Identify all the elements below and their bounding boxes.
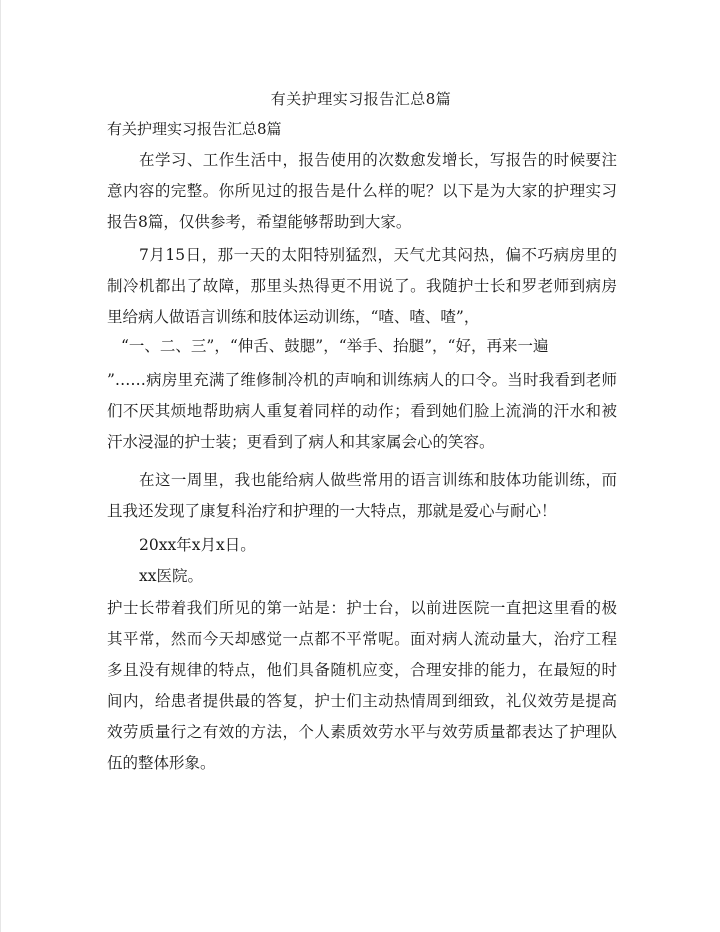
- document-title: 有关护理实习报告汇总8篇: [270, 90, 452, 108]
- paragraph-hospital: xx医院。: [139, 567, 203, 585]
- paragraph-nurse-station: 护士长带着我们所见的第一站是：护士台，以前进医院一直把这里看的极其平常，然而今天却感觉一点都不平常呢。面对病人流动量大，治疗工程多且没有规律的特点，他们具备随机应变，合理安排的能力，在最短的时间内，给患者提供最的答复，护士们主动热情周到细致，礼仪效劳是提高效劳质量行之有效的方法，个人素质效劳水平与效劳质量都表达了护理队伍的整体形象。: [107, 599, 617, 772]
- paragraph-intro: 在学习、工作生活中，报告使用的次数愈发增长，写报告的时候要注意内容的完整。你所见过的报告是什么样的呢？以下是为大家的护理实习报告8篇，仅供参考，希望能够帮助到大家。: [107, 151, 617, 231]
- document-subtitle: 有关护理实习报告汇总8篇: [107, 120, 282, 138]
- paragraph-date: 20xx年x月x日。: [139, 536, 256, 554]
- paragraph-july-15: 7月15日，那一天的太阳特别猛烈，天气尤其闷热，偏不巧病房里的制冷机都出了故障，那里头热得更不用说了。我随护士长和罗老师到病房里给病人做语言训练和肢体运动训练，“喳、喳、喳”，: [107, 246, 617, 326]
- paragraph-this-week: 在这一周里，我也能给病人做些常用的语言训练和肢体功能训练，而且我还发现了康复科治疗和护理的一大特点，那就是爱心与耐心！: [107, 471, 617, 520]
- paragraph-ward-sounds: ”……病房里充满了维修制冷机的声响和训练病人的口令。当时我看到老师们不厌其烦地帮助病人重复着同样的动作；看到她们脸上流淌的汗水和被汗水浸湿的护士装；更看到了病人和其家属会心的笑容。: [107, 371, 617, 451]
- paragraph-quote-line: “一、二、三”，“伸舌、鼓腮”，“举手、抬腿”，“好，再来一遍: [121, 337, 549, 355]
